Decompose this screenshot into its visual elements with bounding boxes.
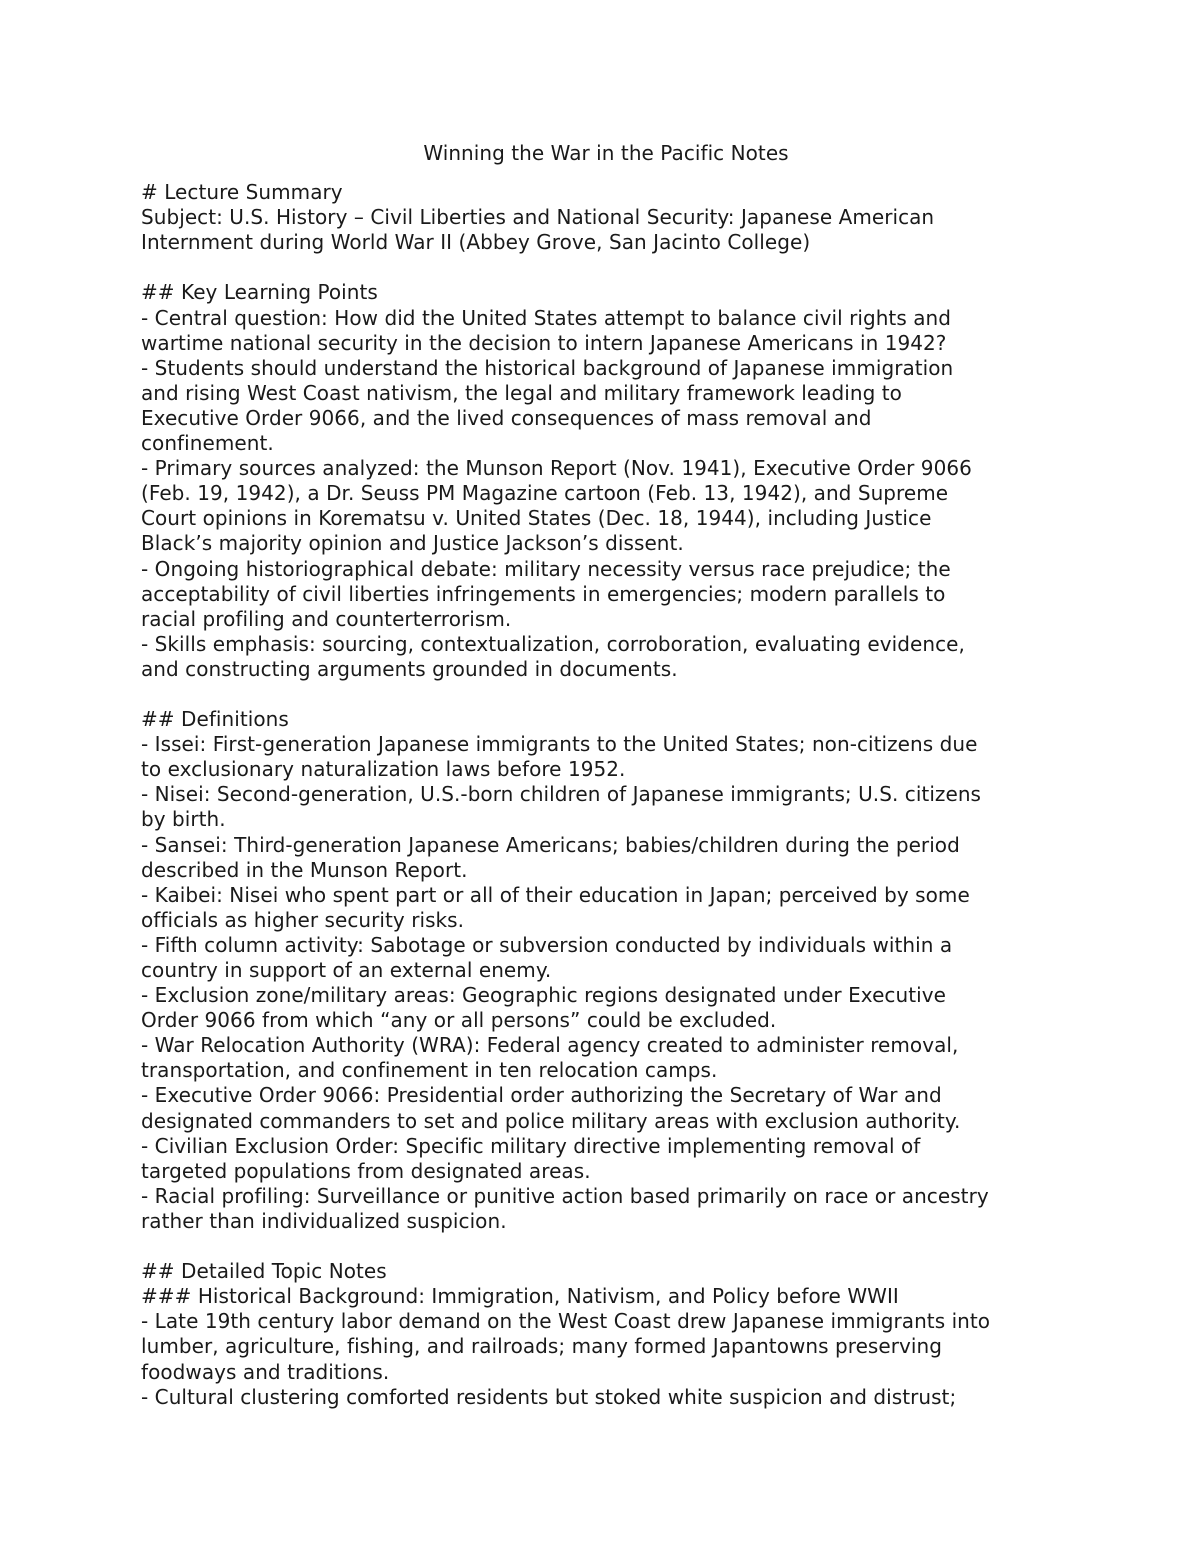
definition-line: - Nisei: Second-generation, U.S.-born children of Japanese immigrants; U.S. citizens [141, 782, 982, 807]
document-title: Winning the War in the Pacific Notes [423, 141, 789, 165]
definition-line: transportation, and confinement in ten relocation camps. [141, 1058, 718, 1083]
lecture-summary-heading: # Lecture Summary [141, 180, 343, 205]
definition-line: targeted populations from designated areas. [141, 1158, 591, 1183]
subject-line: Internment during World War II (Abbey Grove, San Jacinto College) [141, 230, 811, 255]
definition-line: - Executive Order 9066: Presidential order authorizing the Secretary of War and [141, 1083, 942, 1108]
definition-line: - Fifth column activity: Sabotage or subversion conducted by individuals within a [141, 932, 953, 957]
definition-line: designated commanders to set and police military areas with exclusion authority. [141, 1108, 961, 1133]
key-point-line: racial profiling and counterterrorism. [141, 606, 512, 631]
key-point-line: - Skills emphasis: sourcing, contextualization, corroboration, evaluating evidence, [141, 631, 965, 656]
key-point-line: Executive Order 9066, and the lived consequences of mass removal and [141, 405, 872, 430]
definition-line: country in support of an external enemy. [141, 958, 552, 982]
definition-line: officials as higher security risks. [141, 907, 465, 932]
document-page [141, 141, 1071, 1410]
key-learning-points-heading: ## Key Learning Points [141, 280, 378, 305]
paragraph-gap [141, 682, 1071, 707]
definition-line: - Issei: First-generation Japanese immigrants to the United States; non-citizens due [141, 732, 978, 757]
definition-line: described in the Munson Report. [141, 857, 468, 882]
key-point-line: Court opinions in Korematsu v. United States (Dec. 18, 1944), including Justice [141, 506, 932, 531]
key-point-line: - Ongoing historiographical debate: military necessity versus race prejudice; the [141, 556, 951, 581]
key-point-line: wartime national security in the decision to intern Japanese Americans in 1942? [141, 330, 947, 355]
background-note-line: - Cultural clustering comforted residents but stoked white suspicion and distrust; [141, 1384, 957, 1409]
key-point-line: Black’s majority opinion and Justice Jackson’s dissent. [141, 531, 684, 556]
definition-line: - War Relocation Authority (WRA): Federal agency created to administer removal, [141, 1033, 959, 1058]
definition-line: - Exclusion zone/military areas: Geographic regions designated under Executive [141, 983, 946, 1008]
background-note-line: lumber, agriculture, fishing, and railroads; many formed Japantowns preserving [141, 1334, 942, 1359]
key-point-line: - Primary sources analyzed: the Munson Report (Nov. 1941), Executive Order 9066 [141, 456, 972, 481]
paragraph-gap [141, 1234, 1071, 1259]
key-point-line: - Central question: How did the United States attempt to balance civil rights and [141, 305, 951, 330]
key-point-line: and constructing arguments grounded in documents. [141, 656, 678, 681]
background-note-line: foodways and traditions. [141, 1359, 390, 1384]
historical-background-heading: ### Historical Background: Immigration, Nativism, and Policy before WWII [141, 1284, 899, 1309]
background-note-line: - Late 19th century labor demand on the West Coast drew Japanese immigrants into [141, 1309, 991, 1334]
key-point-line: - Students should understand the historical background of Japanese immigration [141, 355, 954, 380]
key-point-line: (Feb. 19, 1942), a Dr. Seuss PM Magazine cartoon (Feb. 13, 1942), and Supreme [141, 481, 949, 506]
definition-line: rather than individualized suspicion. [141, 1208, 507, 1233]
definitions-heading: ## Definitions [141, 707, 289, 732]
definition-line: - Racial profiling: Surveillance or punitive action based primarily on race or ancestry [141, 1183, 989, 1208]
definition-line: - Civilian Exclusion Order: Specific military directive implementing removal of [141, 1133, 921, 1158]
definition-line: to exclusionary naturalization laws before 1952. [141, 757, 626, 782]
definition-line: by birth. [141, 807, 226, 832]
subject-line: Subject: U.S. History – Civil Liberties and National Security: Japanese American [141, 205, 935, 230]
definition-line: - Sansei: Third-generation Japanese Americans; babies/children during the period [141, 832, 960, 857]
key-point-line: and rising West Coast nativism, the legal and military framework leading to [141, 380, 902, 405]
detailed-topic-notes-heading: ## Detailed Topic Notes [141, 1259, 387, 1284]
paragraph-gap [141, 255, 1071, 280]
definition-line: - Kaibei: Nisei who spent part or all of their education in Japan; perceived by some [141, 882, 970, 907]
key-point-line: confinement. [141, 431, 274, 456]
definition-line: Order 9066 from which “any or all persons” could be excluded. [141, 1008, 777, 1033]
key-point-line: acceptability of civil liberties infringements in emergencies; modern parallels to [141, 581, 946, 606]
